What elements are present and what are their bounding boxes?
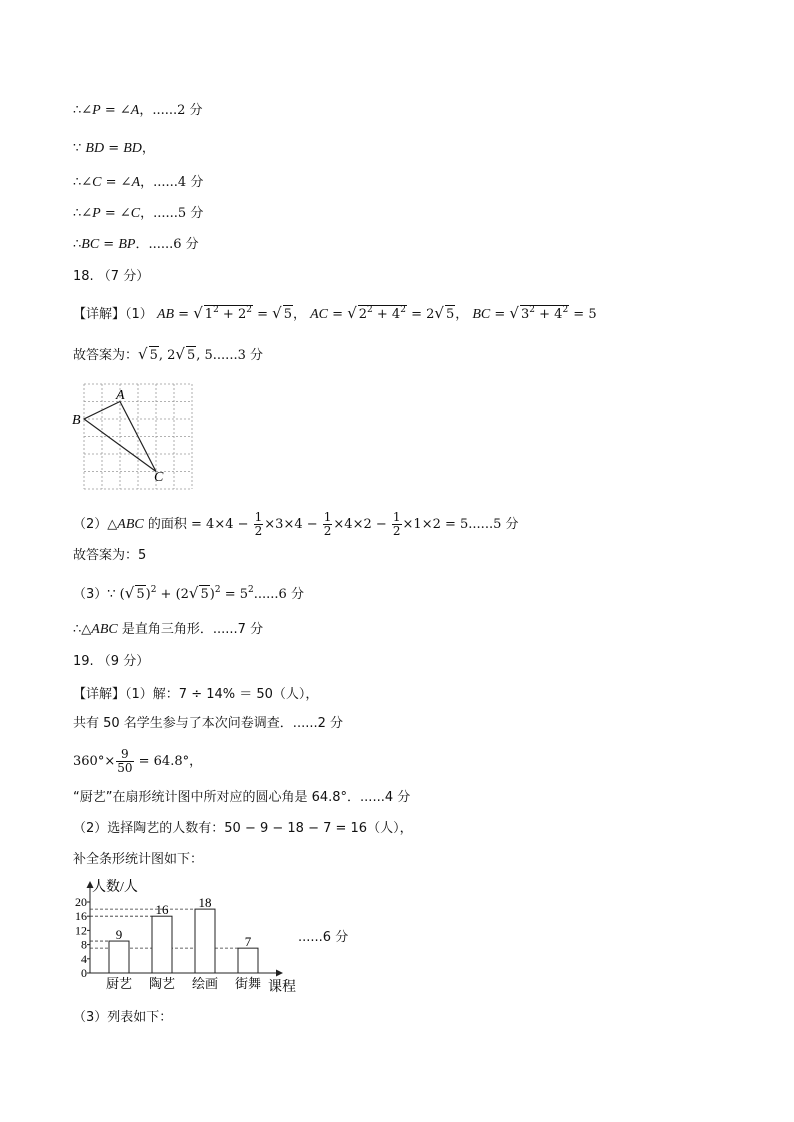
q19-chart-caption: 补全条形统计图如下： <box>73 852 204 867</box>
q19-line1: 【详解】（1）解：7 ÷ 14% ＝ 50（人）， <box>73 687 319 702</box>
q19-score-note: ......6 分 <box>298 930 349 945</box>
x-axis-arrow <box>276 970 283 977</box>
bar-value-label: 9 <box>115 927 123 943</box>
vertex-label-a: A <box>116 388 125 403</box>
proof-line-arc-bd: ∵ BD = BD， <box>73 141 155 156</box>
bar-厨艺 <box>109 941 129 973</box>
q19-header: 19. （9 分） <box>73 654 150 669</box>
q18-part2: （2）△ABC 的面积 = 4×4 − $\frac{1}{2}$ ×3×4 − $\frac{1}{2}$ ×4×2 − $\frac{1}{2}$ ×1×2 = 5......5 分 <box>73 510 519 538</box>
q18-answer1: 故答案为：√ 5, 2√ 5, 5......3 分 <box>73 345 263 363</box>
bar-绘画 <box>195 909 215 973</box>
proof-line-angle-c-a: ∴∠C = ∠A，......4 分 <box>73 175 204 190</box>
proof-line-angle-p-c: ∴∠P = ∠C，......5 分 <box>73 206 204 221</box>
triangle-grid-figure <box>70 380 200 495</box>
bar-陶艺 <box>152 916 172 973</box>
vertex-label-c: C <box>154 470 164 485</box>
q18-part3: （3）∵ (√ 5)$^2$ + (2√ $5)^2 = 5^2......6$ 分 <box>73 584 304 602</box>
y-tick-label: 16 <box>75 909 87 924</box>
q19-part3: （3）列表如下： <box>73 1010 173 1025</box>
chart-ylabel: 人数/人 <box>92 880 138 895</box>
category-label: 绘画 <box>191 976 219 991</box>
bar-value-label: 16 <box>155 902 169 918</box>
proof-line-bc-bp: ∴BC = BP．......6 分 <box>73 237 199 252</box>
q19-part2: （2）选择陶艺的人数有：50 − 9 − 18 − 7 = 16（人）， <box>73 821 413 836</box>
y-tick-label: 4 <box>81 951 87 966</box>
chart-xlabel: 课程 <box>268 980 296 995</box>
bar-街舞 <box>238 948 258 973</box>
y-tick-label: 20 <box>75 895 87 909</box>
q18-detail-label: 【详解】 <box>73 307 126 322</box>
y-tick-label: 0 <box>81 966 87 980</box>
bar-value-label: 7 <box>244 934 252 950</box>
q19-angle-calc: 360°× $\frac{9}{50}$ = 64.8°， <box>73 747 203 775</box>
proof-line-angle-p-a: ∴∠P = ∠A，......2 分 <box>73 103 203 118</box>
bar-value-label: 18 <box>198 895 212 911</box>
y-tick-label: 12 <box>75 923 87 938</box>
q18-header: 18. （7 分） <box>73 269 150 284</box>
q18-conclusion: ∴△ABC 是直角三角形．......7 分 <box>73 622 264 637</box>
bar-chart <box>70 872 310 997</box>
q18-answer2: 故答案为：5 <box>73 548 147 563</box>
category-label: 街舞 <box>234 976 262 991</box>
category-label: 陶艺 <box>148 976 176 991</box>
y-tick-label: 8 <box>81 937 87 952</box>
q19-line2: 共有 50 名学生参与了本次问卷调查．......2 分 <box>73 716 344 731</box>
q19-angle-text: “厨艺”在扇形统计图中所对应的圆心角是 64.8°．......4 分 <box>73 790 411 805</box>
q19-detail-label: 【详解】 <box>73 687 126 702</box>
category-label: 厨艺 <box>105 976 133 991</box>
q18-part1: 【详解】（1） AB = √ $1^2 + 2^2$ = √ 5， AC = √ $2^2 + 4^2 = 2√$ 5， BC = √ $3^2 + 4^2 = 5$ <box>73 304 597 322</box>
vertex-label-b: B <box>72 413 81 428</box>
